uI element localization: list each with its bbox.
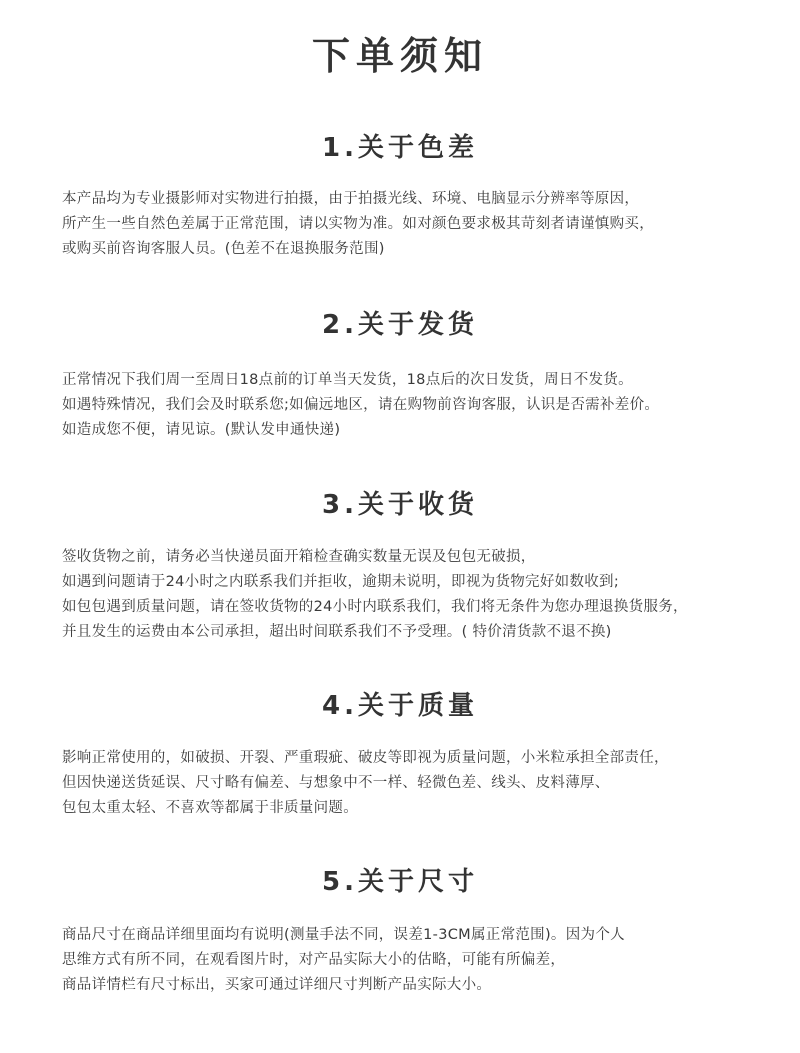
section-heading: 2.关于发货: [322, 310, 478, 340]
body-line: 签收货物之前，请务必当快递员面开箱检查确实数量无误及包包无破损，: [62, 549, 536, 565]
body-line: 但因快递送货延误、尺寸略有偏差、与想象中不一样、轻微色差、线头、皮料薄厚、: [62, 775, 610, 791]
section-receiving: [0, 487, 800, 523]
section-body: [62, 923, 782, 998]
section-color-difference: [0, 130, 800, 166]
section-heading: 4.关于质量: [322, 691, 478, 721]
body-line: 包包太重太轻、不喜欢等都属于非质量问题。: [62, 800, 358, 816]
body-line: 如包包遇到质量问题，请在签收货物的24小时内联系我们，我们将无条件为您办理退换货服务，: [62, 599, 688, 615]
section-body: [62, 746, 782, 821]
section-heading: 5.关于尺寸: [322, 867, 478, 897]
section-shipping: [0, 307, 800, 343]
section-quality: [0, 688, 800, 724]
section-size: [0, 864, 800, 900]
body-line: 商品尺寸在商品详细里面均有说明(测量手法不同，误差1-3CM属正常范围)。因为个人: [62, 927, 625, 943]
page-title: 下单须知: [311, 34, 488, 78]
section-heading: 1.关于色差: [322, 133, 478, 163]
body-line: 影响正常使用的，如破损、开裂、严重瑕疵、破皮等即视为质量问题，小米粒承担全部责任，: [62, 750, 669, 766]
body-line: 并且发生的运费由本公司承担，超出时间联系我们不予受理。( 特价清货款不退不换): [62, 624, 612, 640]
body-line: 如造成您不便，请见谅。(默认发申通快递): [62, 422, 341, 438]
body-line: 如遇到问题请于24小时之内联系我们并拒收，逾期未说明，即视为货物完好如数收到;: [62, 574, 620, 590]
section-body: [62, 187, 782, 262]
section-body: [62, 368, 782, 443]
body-line: 正常情况下我们周一至周日18点前的订单当天发货，18点后的次日发货，周日不发货。: [62, 372, 633, 388]
body-line: 商品详情栏有尺寸标出，买家可通过详细尺寸判断产品实际大小。: [62, 977, 492, 993]
body-line: 如遇特殊情况，我们会及时联系您;如偏远地区，请在购物前咨询客服，认识是否需补差价。: [62, 397, 660, 413]
body-line: 思维方式有所不同，在观看图片时，对产品实际大小的估略，可能有所偏差，: [62, 952, 566, 968]
section-body: [62, 545, 782, 645]
body-line: 或购买前咨询客服人员。(色差不在退换服务范围): [62, 241, 385, 257]
section-heading: 3.关于收货: [322, 490, 478, 520]
body-line: 本产品均为专业摄影师对实物进行拍摄，由于拍摄光线、环境、电脑显示分辨率等原因，: [62, 191, 640, 207]
body-line: 所产生一些自然色差属于正常范围，请以实物为准。如对颜色要求极其苛刻者请谨慎购买，: [62, 216, 654, 232]
